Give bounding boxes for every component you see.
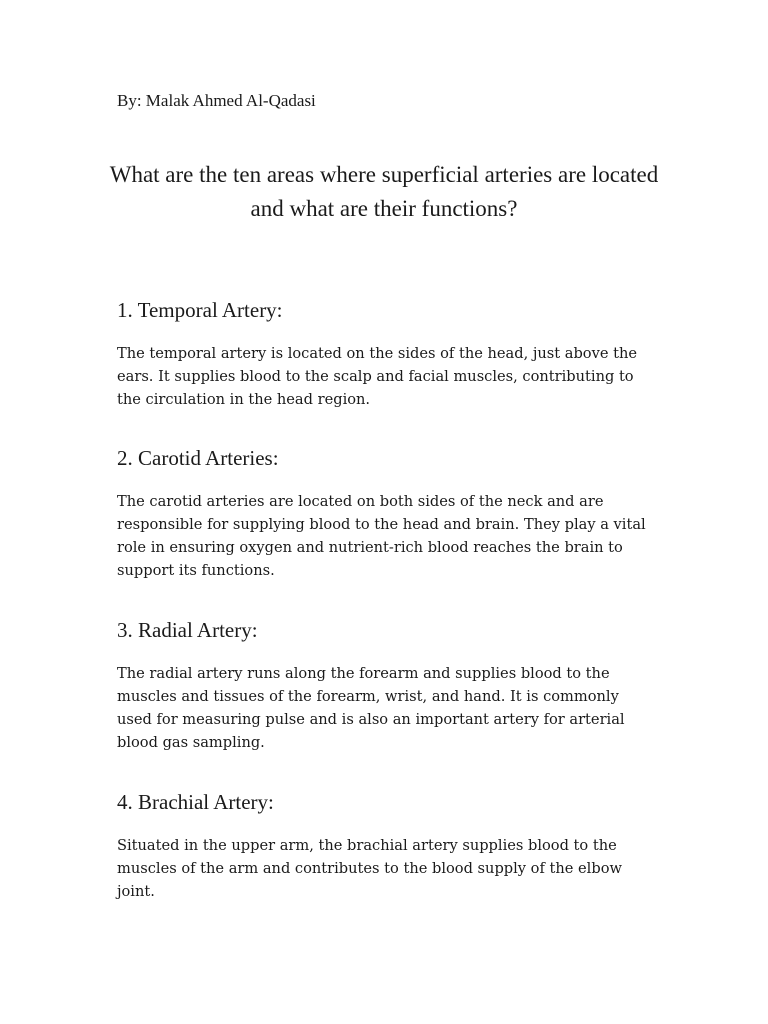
section-body: Situated in the upper arm, the brachial artery supplies blood to the muscles of the arm and contributes to the blood supply of the elbow joint. [117, 837, 622, 900]
section-heading: 1. Temporal Artery: [117, 298, 283, 322]
section-carotid-arteries [117, 444, 657, 582]
author-line: By: Malak Ahmed Al-Qadasi [117, 91, 316, 110]
section-body: The carotid arteries are located on both sides of the neck and are responsible for supplying blood to the head and brain. They play a vital role in ensuring oxygen and nutrient-rich blood reaches the brain to support its functions. [117, 493, 646, 579]
section-heading: 2. Carotid Arteries: [117, 446, 279, 470]
section-heading: 4. Brachial Artery: [117, 790, 274, 814]
section-heading: 3. Radial Artery: [117, 618, 258, 642]
section-body: The radial artery runs along the forearm and supplies blood to the muscles and tissues of the forearm, wrist, and hand. It is commonly used for measuring pulse and is also an important artery for arterial blood gas sampling. [117, 665, 625, 751]
section-body: The temporal artery is located on the sides of the head, just above the ears. It supplies blood to the scalp and facial muscles, contributing to the circulation in the head region. [117, 345, 638, 408]
document-title: What are the ten areas where superficial arteries are located and what are their functions? [109, 162, 659, 221]
section-brachial-artery [117, 788, 657, 903]
section-temporal-artery [117, 296, 657, 411]
section-radial-artery [117, 616, 657, 754]
